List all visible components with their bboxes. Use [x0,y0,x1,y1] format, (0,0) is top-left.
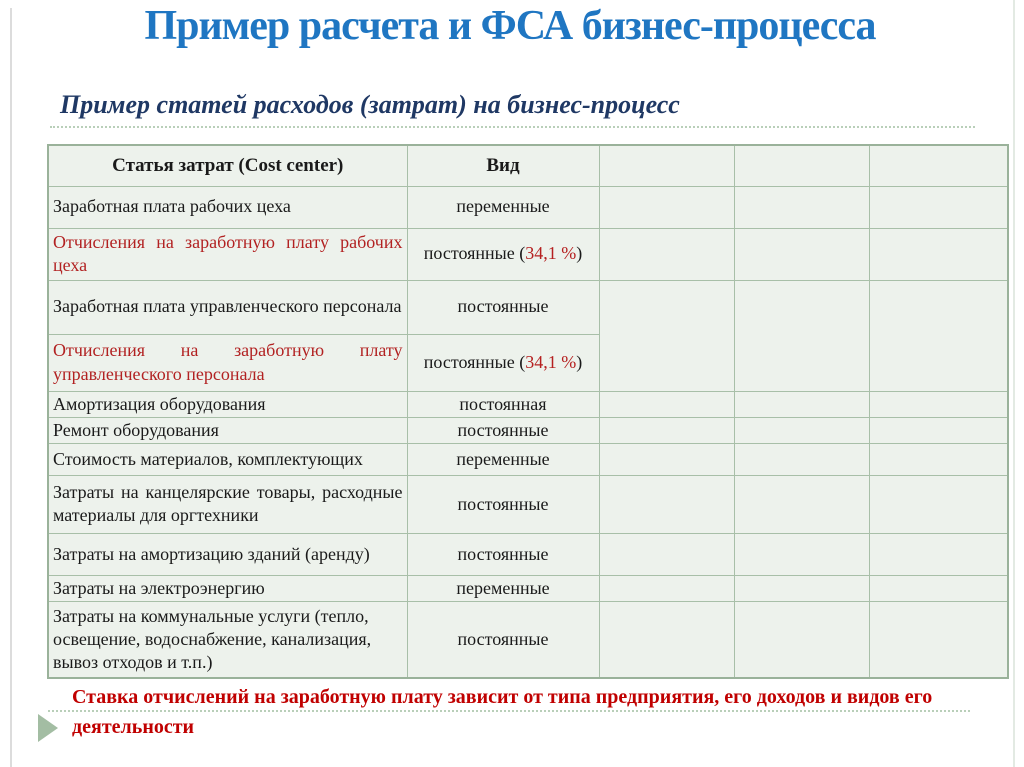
cost-type-cell: постоянные [407,533,599,575]
empty-cell [869,601,1008,678]
cost-type-label: постоянные [423,243,515,264]
empty-cell [869,186,1008,228]
table-row [48,228,1008,280]
cost-item-cell: Отчисления на заработную плату управленческого персонала [48,334,407,391]
empty-cell [599,601,734,678]
table-row [48,475,1008,533]
empty-cell [599,186,734,228]
empty-cell [734,533,869,575]
cost-item-cell: Заработная плата управленческого персонала [48,280,407,334]
table-row [48,575,1008,601]
cost-items-table [47,144,1009,679]
left-margin-line [10,8,12,767]
empty-cell [599,391,734,417]
empty-cell [869,533,1008,575]
cost-item-cell: Заработная плата рабочих цеха [48,186,407,228]
empty-cell [734,443,869,475]
empty-cell [869,475,1008,533]
column-header-type: Вид [407,145,599,186]
empty-cell-merged [869,280,1008,391]
empty-cell [734,186,869,228]
cost-type-cell: постоянные [407,475,599,533]
empty-cell-merged [599,280,734,391]
table-row [48,186,1008,228]
empty-cell [734,228,869,280]
slide-subtitle: Пример статей расходов (затрат) на бизнес-процесс [60,90,680,119]
empty-cell [599,228,734,280]
empty-cell [599,443,734,475]
cost-item-cell: Амортизация оборудования [48,391,407,417]
open-paren: ( [519,243,526,264]
cost-item-cell: Затраты на амортизацию зданий (аренду) [48,533,407,575]
footnote-text: Ставка отчислений на заработную плату зависит от типа предприятия, его доходов и видов его деятельности [72,686,933,738]
empty-cell [599,417,734,443]
cost-type-cell: переменные [407,186,599,228]
empty-cell [734,417,869,443]
cost-item-cell: Затраты на электроэнергию [48,575,407,601]
column-header-empty-1 [599,145,734,186]
open-paren: ( [519,351,526,372]
cost-type-cell: постоянные [407,417,599,443]
empty-cell [734,575,869,601]
dotted-divider-top [50,126,975,128]
table-row [48,391,1008,417]
table-row [48,443,1008,475]
cost-item-cell: Затраты на канцелярские товары, расходные материалы для оргтехники [48,475,407,533]
empty-cell [734,475,869,533]
close-paren: ) [576,243,583,264]
cost-item-cell: Стоимость материалов, комплектующих [48,443,407,475]
cost-type-cell: переменные [407,443,599,475]
empty-cell [734,391,869,417]
table-row [48,280,1008,334]
column-header-empty-3 [869,145,1008,186]
right-margin-line [1013,0,1015,767]
table-row [48,533,1008,575]
cost-item-cell: Отчисления на заработную плату рабочих цеха [48,228,407,280]
cost-type-cell: постоянные [407,280,599,334]
empty-cell-merged [734,280,869,391]
table-row [48,417,1008,443]
table-row [48,601,1008,678]
empty-cell [599,575,734,601]
cost-type-cell [407,228,599,280]
column-header-cost-center: Статья затрат (Cost center) [48,145,407,186]
empty-cell [869,417,1008,443]
empty-cell [869,228,1008,280]
cost-item-cell: Затраты на коммунальные услуги (тепло, освещение, водоснабжение, канализация, вывоз отходов и т.п.) [48,601,407,678]
rate-value: 34,1 % [525,351,577,372]
cost-item-cell: Ремонт оборудования [48,417,407,443]
cost-type-cell: постоянные [407,601,599,678]
empty-cell [869,391,1008,417]
empty-cell [599,475,734,533]
cost-type-label: постоянные [423,351,515,372]
rate-value: 34,1 % [525,243,577,264]
empty-cell [734,601,869,678]
empty-cell [869,443,1008,475]
column-header-empty-2 [734,145,869,186]
close-paren: ) [576,351,583,372]
table-header-row [48,145,1008,186]
empty-cell [599,533,734,575]
cost-type-cell: постоянная [407,391,599,417]
cost-type-cell: переменные [407,575,599,601]
cost-type-cell [407,334,599,391]
empty-cell [869,575,1008,601]
slide-title: Пример расчета и ФСА бизнес-процесса [144,3,876,49]
triangle-bullet-icon [38,714,58,742]
